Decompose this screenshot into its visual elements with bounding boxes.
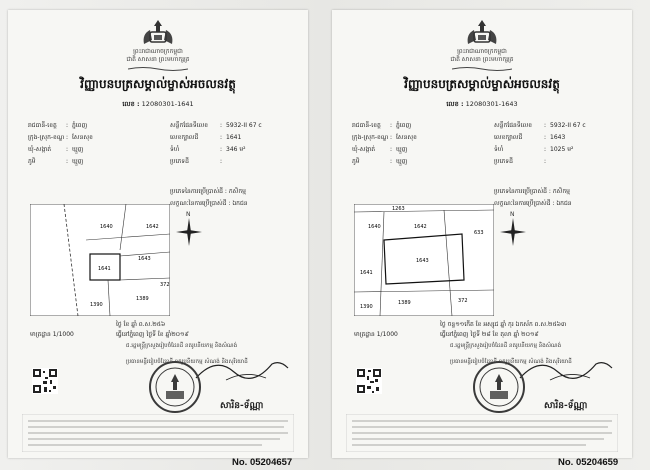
field-label: ប្រភេទដី	[170, 158, 189, 165]
certificate-number	[332, 100, 632, 110]
field-row: ទំហំ : 1025 ម²	[494, 144, 624, 156]
parcel-label: 1643	[138, 256, 151, 262]
official-seal-icon	[148, 360, 202, 414]
field-row: ភូមិ : ឃ្មួញ	[28, 156, 168, 168]
ornament-divider-icon	[128, 66, 188, 72]
field-value: ឃ្មួញ	[72, 158, 84, 165]
issue-date: ធ្វើនៅភ្នំពេញ ថ្ងៃទី ខែ ឆ្នាំ២០១៩	[116, 331, 189, 338]
field-row: លេខក្បាលដី : 1641	[170, 132, 300, 144]
north-arrow-icon	[498, 208, 528, 248]
field-row: ឃុំ-សង្កាត់ : ឃ្មួញ	[352, 144, 492, 156]
field-label: លេខក្បាលដី	[494, 134, 523, 141]
field-label: ឃុំ-សង្កាត់	[28, 146, 52, 153]
location-fields	[28, 120, 168, 168]
parcel-label: 633	[474, 230, 484, 236]
authority-line: ជ.រដ្ឋមន្ត្រីក្រសួងរៀបចំដែនដី នគរូបនីយកម្ម និងសំណង់	[450, 343, 562, 349]
parcel-fields	[170, 120, 300, 168]
map-scale: មាត្រដ្ឋាន 1/1000	[354, 331, 398, 338]
field-value: ឯកជន	[556, 200, 572, 207]
field-row: ទំហំ : 346 ម²	[170, 144, 300, 156]
motto-line: ជាតិ សាសនា ព្រះមហាក្សត្រ	[450, 56, 514, 63]
field-row: លក្ខណៈនៃការប្រើប្រាស់ដី : ឯកជន	[494, 200, 572, 207]
parcel-plan	[354, 204, 494, 316]
field-value: ឃ្មួញ	[72, 146, 84, 153]
field-row: ប្រភេទដី :	[494, 156, 624, 168]
land-use-fields	[494, 186, 572, 210]
parcel-label: 1641	[98, 266, 111, 272]
field-label: ក្រុង-ស្រុក-ខណ្ឌ	[28, 134, 65, 141]
field-label: លក្ខណៈនៃការប្រើប្រាស់ដី	[494, 200, 551, 207]
authority-line: ជ.រដ្ឋមន្ត្រីក្រសួងរៀបចំដែនដី នគរូបនីយកម្ម និងសំណង់	[126, 343, 238, 349]
field-label: សន្លឹកផែនទីលេខ	[494, 122, 533, 129]
parcel-label: 1390	[360, 304, 373, 310]
field-value: 1025	[550, 146, 566, 153]
field-row: ភូមិ : ឃ្មួញ	[352, 156, 492, 168]
signer-name: សារិន-ទ័ណ្ណា	[220, 401, 264, 411]
field-value: សែនសុខ	[72, 134, 93, 141]
serial-number-right: No. 05204659	[558, 457, 619, 468]
field-label: សន្លឹកផែនទីលេខ	[170, 122, 209, 129]
parcel-label: 1263	[392, 206, 405, 212]
parcel-plan	[30, 204, 170, 316]
parcel-label: 1642	[146, 224, 159, 230]
certificate-number	[8, 100, 308, 110]
qr-code-icon	[356, 368, 382, 394]
field-label: លក្ខណៈនៃការប្រើប្រាស់ដី	[170, 200, 227, 207]
field-value: 1641	[226, 134, 242, 141]
kingdom-line: ព្រះរាជាណាចក្រកម្ពុជា	[457, 48, 507, 55]
motto-line: ជាតិ សាសនា ព្រះមហាក្សត្រ	[126, 56, 190, 63]
certificate-title: វិញ្ញាបនបត្រសម្គាល់ម្ចាស់អចលនវត្ថុ	[80, 77, 236, 91]
kingdom-line: ព្រះរាជាណាចក្រកម្ពុជា	[133, 48, 183, 55]
field-value: ឃ្មួញ	[396, 158, 408, 165]
area-unit: ម²	[239, 146, 246, 153]
field-value: ឯកជន	[232, 200, 248, 207]
svg-text:N: N	[510, 211, 515, 218]
field-value: ភ្នំពេញ	[396, 122, 412, 129]
footer-fine-print	[346, 414, 618, 452]
field-row: ប្រភេទនៃការប្រើប្រាស់ដី : កសិកម្ម	[170, 188, 246, 195]
certificate-right	[332, 10, 632, 458]
certificate-number-value: 12080301-1643	[465, 100, 518, 108]
certificate-number-label: លេខ :	[122, 100, 140, 108]
field-label: លេខក្បាលដី	[170, 134, 199, 141]
land-use-fields	[170, 186, 248, 210]
royal-arms-icon	[460, 18, 504, 46]
field-label: រាជធានី-ខេត្ត	[28, 122, 57, 129]
field-label: ភូមិ	[352, 158, 360, 165]
field-value: សែនសុខ	[396, 134, 417, 141]
parcel-label: 1640	[100, 224, 113, 230]
field-row: ឃុំ-សង្កាត់ : ឃ្មួញ	[28, 144, 168, 156]
parcel-label: 372	[458, 298, 468, 304]
field-value: កសិកម្ម	[552, 188, 570, 195]
field-value: 5932-II 67 c	[226, 122, 262, 129]
parcel-label: 1640	[368, 224, 381, 230]
field-row: ប្រភេទដី :	[170, 156, 300, 168]
parcel-label: 1389	[398, 300, 411, 306]
parcel-label: 372	[160, 282, 170, 288]
lunar-date: ថ្ងៃ ខែ ឆ្នាំ ព.ស.២៥៦	[116, 321, 166, 328]
location-fields	[352, 120, 492, 168]
field-value: ឃ្មួញ	[396, 146, 408, 153]
certificate-number-label: លេខ :	[446, 100, 464, 108]
field-value: 5932-II 67 c	[550, 122, 586, 129]
field-value: 1643	[550, 134, 566, 141]
certificate-number-value: 12080301-1641	[141, 100, 194, 108]
parcel-fields	[494, 120, 624, 168]
certificate-title: វិញ្ញាបនបត្រសម្គាល់ម្ចាស់អចលនវត្ថុ	[404, 77, 560, 91]
serial-number-left: No. 05204657	[232, 457, 293, 468]
field-row: លក្ខណៈនៃការប្រើប្រាស់ដី : ឯកជន	[170, 200, 248, 207]
field-label: ភូមិ	[28, 158, 36, 165]
field-value: ភ្នំពេញ	[72, 122, 88, 129]
royal-arms-icon	[136, 18, 180, 46]
official-seal-icon	[472, 360, 526, 414]
lunar-date: ថ្ងៃ ចន្ទ១១កើត ខែ អស្សុជ ឆ្នាំ កុរ ឯកស័ក ព.ស.២៥៦៣	[440, 321, 567, 328]
north-arrow-icon	[174, 208, 204, 248]
field-row: ក្រុង-ស្រុក-ខណ្ឌ : សែនសុខ	[352, 132, 492, 144]
field-label: ទំហំ	[170, 146, 180, 153]
field-label: ប្រភេទដី	[494, 158, 513, 165]
footer-fine-print	[22, 414, 294, 452]
field-label: ទំហំ	[494, 146, 504, 153]
field-row: រាជធានី-ខេត្ត : ភ្នំពេញ	[28, 120, 168, 132]
field-row: ប្រភេទនៃការប្រើប្រាស់ដី : កសិកម្ម	[494, 188, 570, 195]
field-value: កសិកម្ម	[228, 188, 246, 195]
field-label: ប្រភេទនៃការប្រើប្រាស់ដី	[170, 188, 223, 195]
field-row: សន្លឹកផែនទីលេខ : 5932-II 67 c	[494, 120, 624, 132]
department-line: ប្រធានមន្ទីររៀបចំដែនដី នគរូបនីយកម្ម សំណង់ និងសុរិយោដី	[450, 359, 572, 365]
parcel-label: 1641	[360, 270, 373, 276]
field-label: ឃុំ-សង្កាត់	[352, 146, 376, 153]
field-row: ក្រុង-ស្រុក-ខណ្ឌ : សែនសុខ	[28, 132, 168, 144]
field-row: រាជធានី-ខេត្ត : ភ្នំពេញ	[352, 120, 492, 132]
issue-date: ធ្វើនៅភ្នំពេញ ថ្ងៃទី ២៨ ខែ តុលា ឆ្នាំ ២០១៩	[440, 331, 539, 338]
field-label: ប្រភេទនៃការប្រើប្រាស់ដី	[494, 188, 547, 195]
map-scale: មាត្រដ្ឋាន 1/1000	[30, 331, 74, 338]
department-line: ប្រធានមន្ទីររៀបចំដែនដី នគរូបនីយកម្ម សំណង់ និងសុរិយោដី	[126, 359, 248, 365]
field-row: លេខក្បាលដី : 1643	[494, 132, 624, 144]
signer-name: សារិន-ទ័ណ្ណា	[544, 401, 588, 411]
parcel-label: 1642	[414, 224, 427, 230]
parcel-label: 1643	[416, 258, 429, 264]
certificate-left	[8, 10, 308, 458]
field-row: សន្លឹកផែនទីលេខ : 5932-II 67 c	[170, 120, 300, 132]
parcel-label: 1390	[90, 302, 103, 308]
ornament-divider-icon	[452, 66, 512, 72]
field-label: រាជធានី-ខេត្ត	[352, 122, 381, 129]
field-label: ក្រុង-ស្រុក-ខណ្ឌ	[352, 134, 389, 141]
area-unit: ម²	[567, 146, 574, 153]
svg-text:N: N	[186, 211, 191, 218]
qr-code-icon	[32, 368, 58, 394]
field-value: 346	[226, 146, 238, 153]
parcel-label: 1389	[136, 296, 149, 302]
